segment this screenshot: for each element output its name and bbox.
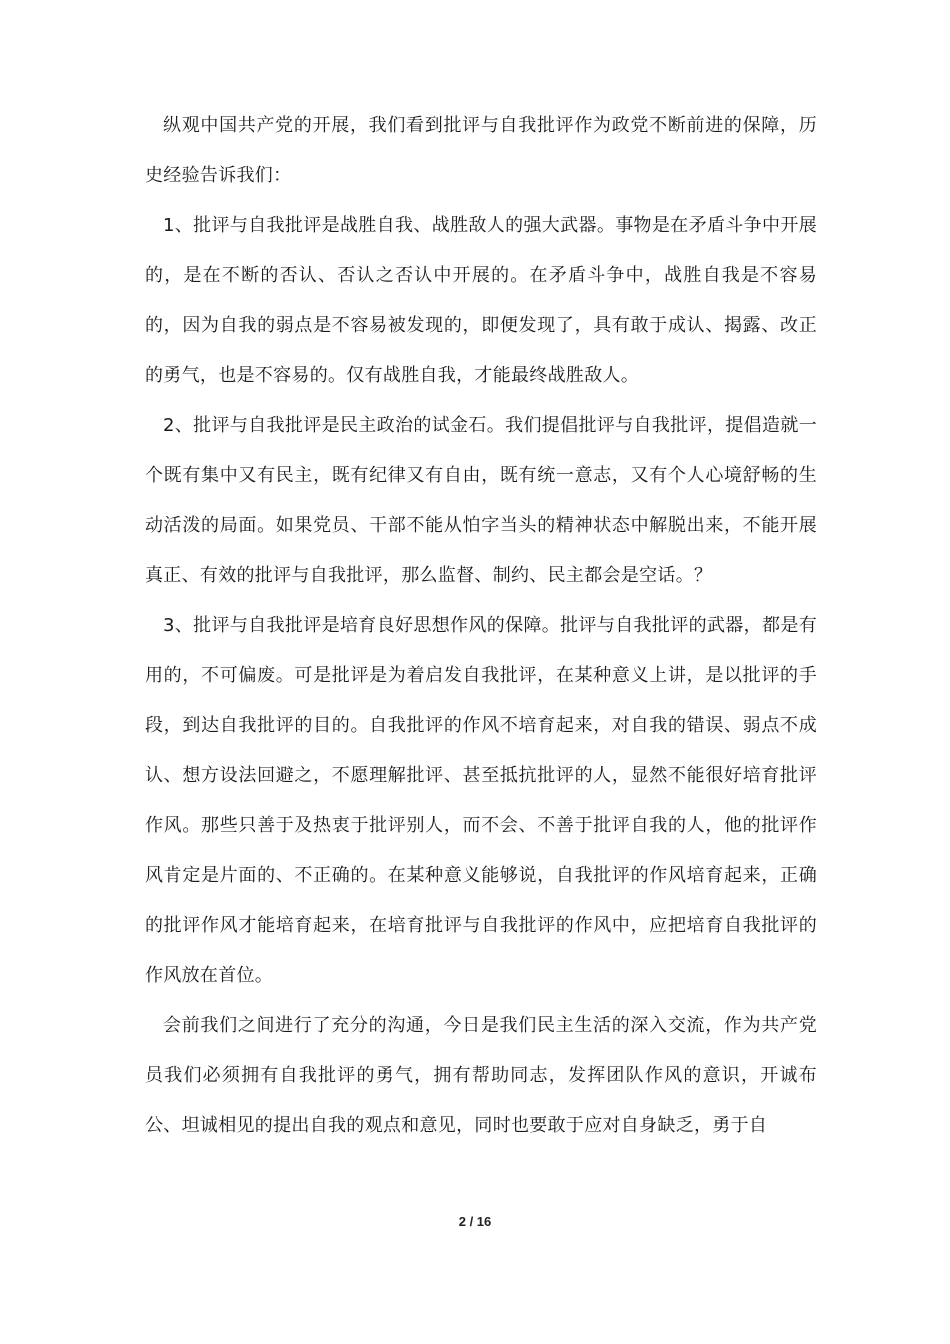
paragraph-point-3: 3、批评与自我批评是培育良好思想作风的保障。批评与自我批评的武器，都是有用的，不可偏废。可是批评是为着启发自我批评，在某种意义上讲，是以批评的手段，到达自我批评的目的。自我批评的作风不培育起来，对自我的错误、弱点不成认、想方设法回避之，不愿理解批评、甚至抵抗批评的人，显然不能很好培育批评作风。那些只善于及热衷于批评别人，而不会、不善于批评自我的人，他的批评作风肯定是片面的、不正确的。在某种意义能够说，自我批评的作风培育起来，正确的批评作风才能培育起来，在培育批评与自我批评的作风中，应把培育自我批评的作风放在首位。 [145,615,817,986]
page-number: 2 / 16 [458,1214,492,1229]
paragraph-point-2: 2、批评与自我批评是民主政治的试金石。我们提倡批评与自我批评，提倡造就一个既有集中又有民主，既有纪律又有自由，既有统一意志，又有个人心境舒畅的生动活泼的局面。如果党员、干部不能从怕字当头的精神状态中解脱出来，不能开展真正、有效的批评与自我批评，那么监督、制约、民主都会是空话。？ [145,415,817,586]
document-body [145,101,817,1151]
paragraph-conclusion: 会前我们之间进行了充分的沟通，今日是我们民主生活的深入交流，作为共产党员我们必须拥有自我批评的勇气，拥有帮助同志，发挥团队作风的意识，开诚布公、坦诚相见的提出自我的观点和意见，同时也要敢于应对自身缺乏，勇于自 [145,1015,817,1136]
paragraph-intro: 纵观中国共产党的开展，我们看到批评与自我批评作为政党不断前进的保障，历史经验告诉我们： [145,115,817,186]
paragraph-point-1: 1、批评与自我批评是战胜自我、战胜敌人的强大武器。事物是在矛盾斗争中开展的，是在不断的否认、否认之否认中开展的。在矛盾斗争中，战胜自我是不容易的，因为自我的弱点是不容易被发现的，即便发现了，具有敢于成认、揭露、改正的勇气，也是不容易的。仅有战胜自我，才能最终战胜敌人。 [145,215,817,386]
